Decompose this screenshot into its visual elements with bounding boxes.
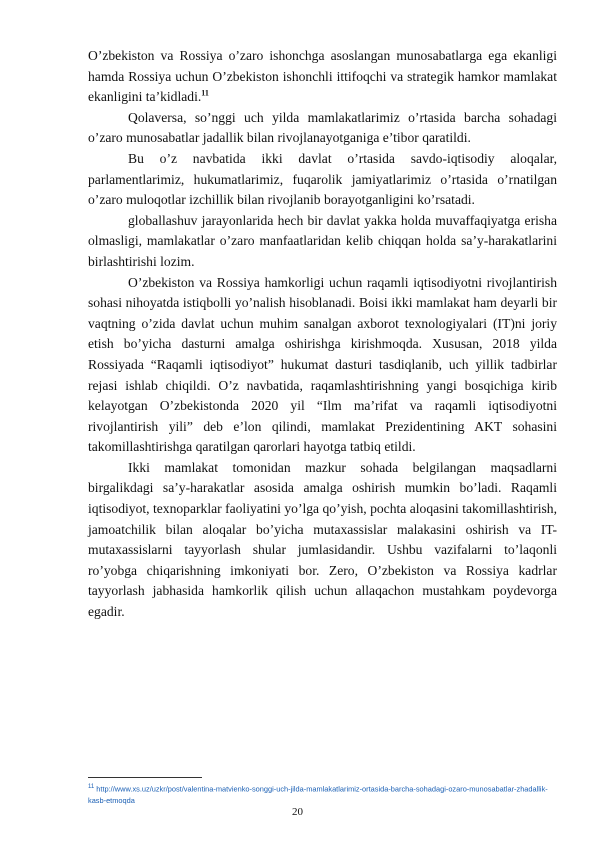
- footnote-number: 11: [88, 784, 95, 790]
- paragraph-4: globallashuv jarayonlarida hech bir davlat yakka holda muvaffaqiyatga erisha olmasligi, mamlakatlar o’zaro manfaatlaridan kelib chiqqan holda sa’y-harakatlarini birlashtirishi lozim.: [88, 212, 557, 269]
- footnote-reference[interactable]: 11: [201, 88, 209, 98]
- paragraph-1-text: O’zbekiston va Rossiya o’zaro ishonchga asoslangan munosabatlarga ega ekanligi hamda Rossiya uchun O’zbekiston ishonchli ittifoqchi va strategik hamkor mamlakat ekanligini ta’kidladi.: [88, 48, 557, 105]
- paragraph-3: Bu o’z navbatida ikki davlat o’rtasida savdo-iqtisodiy aloqalar, parlamentlarimiz, hukumatlarimiz, fuqarolik jamiyatlarimiz o’rtasida o’rnatilgan o’zaro muloqotlar izchillik bilan rivojlanib borayotganligini ko’rsatadi.: [88, 150, 557, 208]
- document-body: [88, 46, 557, 623]
- footnote: [88, 781, 558, 807]
- paragraph-6: Ikki mamlakat tomonidan mazkur sohada belgilangan maqsadlarni birgalikdagi sa’y-harakatlar asosida amalga oshirish mumkin bo’ladi. Raqamli iqtisodiyot, texnoparklar faoliyatini yo’lga qo’yish, pochta aloqasini takomillashtirish, jamoatchilik bilan aloqalar bo’yicha mutaxassislar malakasini oshirish va IT-mutaxassislarni tayyorlash shular jumlasidandir. Ushbu vazifalarni to’laqonli ro’yobga chiqarishning imkoniyati bor. Zero, O’zbekiston va Rossiya kadrlar tayyorlash jabhasida hamkorlik qilish uchun allaqachon mustahkam poydevorga egadir.: [88, 459, 557, 620]
- paragraph-5: O’zbekiston va Rossiya hamkorligi uchun raqamli iqtisodiyotni rivojlantirish sohasi nihoyatda istiqbolli yo’nalish hisoblanadi. Boisi ikki mamlakat ham deyarli bir vaqtning o’zida davlat uchun muhim sanalgan axborot texnologiyalari (IT)ni joriy etish bo’yicha dasturni amalga oshirishga kirishmoqda. Xususan, 2018 yilda Rossiyada “Raqamli iqtisodiyot” hukumat dasturi tasdiqlanib, uch yillik tadbirlar rejasi ishlab chiqildi. O’z navbatida, raqamlashtirishning yangi bosqichiga kirib kelayotgan O’zbekistonda 2020 yil “Ilm ma’rifat va raqamli iqtisodiyotni rivojlantirish yili” deb e’lon qilindi, mamlakat Prezidentining AKT sohasini takomillashtirishga qaratilgan qarorlari hayotga tatbiq etildi.: [88, 274, 557, 455]
- paragraph-2: Qolaversa, so’nggi uch yilda mamlakatlarimiz o’rtasida barcha sohadagi o’zaro munosabatlar jadallik bilan rivojlanayotganiga e’tibor qaratildi.: [88, 109, 557, 146]
- paragraph-1: [88, 46, 557, 108]
- footnote-divider: [88, 777, 202, 778]
- footnote-link[interactable]: http://www.xs.uz/uzkr/post/valentina-matvienko-songgi-uch-jilda-mamlakatlarimiz-ortasida-barcha-sohadagi-ozaro-munosabatlar-zhadallik-kasb-etmoqda: [88, 784, 548, 806]
- page-number: 20: [292, 806, 303, 818]
